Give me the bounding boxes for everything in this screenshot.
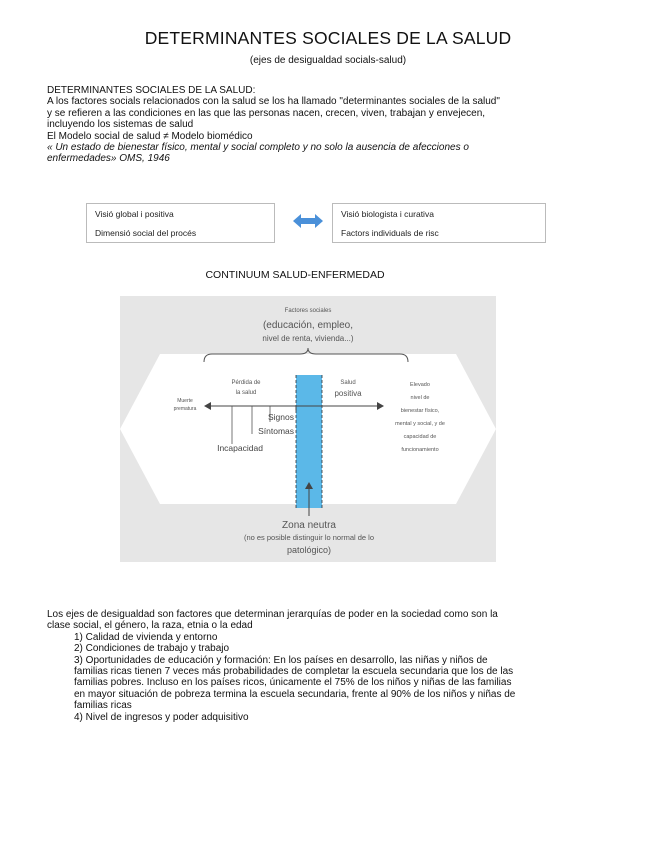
list-item: 2) Condiciones de trabajo y trabajo [74,643,230,655]
who-quote: enfermedades» OMS, 1946 [47,153,170,165]
zona-desc: patológico) [286,545,332,555]
continuum-diagram [120,296,496,562]
intro-line: A los factores socials relacionados con la salud se los ha llamado "determinantes sociales de la salud" [47,96,500,108]
elevado-line: mental y social, y de [395,421,445,427]
factores-title: Factores sociales [284,308,332,314]
factores-list: nivel de renta, vivienda...) [262,334,354,343]
perdida-label: la salud [235,390,257,396]
ejes-section [47,609,642,723]
ejes-intro: clase social, el género, la raza, etnia o la edad [47,620,253,632]
elevado-line: nivel de [410,395,430,401]
zona-title: Zona neutra [282,520,336,531]
compare-item: Factors individuals de risc [341,228,439,238]
perdida-label: Pérdida de [231,380,261,386]
model-line: El Modelo social de salud ≠ Modelo biomédico [47,130,253,142]
list-item: 3) Oportunidades de educación y formación: En los países en desarrollo, las niñas y niños de [74,654,488,666]
ejes-intro: Los ejes de desigualdad son factores que determinan jerarquías de poder en la sociedad como son la [47,609,498,620]
page-title: DETERMINANTES SOCIALES DE LA SALUD [144,28,512,48]
sintomas-label: Síntomas [258,426,294,436]
muerte-label: Muerte [177,398,193,404]
diagram-title: CONTINUUM SALUD-ENFERMEDAD [205,269,385,281]
list-item-cont: en mayor situación de pobreza termina la escuela secundaria, frente al 90% de los niños y niñas de [74,688,516,700]
salud-label: positiva [334,389,362,398]
double-arrow-icon [291,210,325,232]
compare-item: Dimensió social del procés [95,228,197,238]
intro-heading: DETERMINANTES SOCIALES DE LA SALUD: [47,85,256,96]
list-item-cont: familias ricas tienen 7 veces más probabilidades de completar la escuela secundaria que los de las [74,666,514,678]
biomedical-box [332,203,546,243]
zona-desc: (no es posible distinguir lo normal de lo [243,533,375,542]
elevado-line: bienestar físico, [400,408,440,414]
intro-line: incluyendo los sistemas de salud [47,119,194,131]
list-item-cont: familias pobres. Incluso en los países ricos, únicamente el 75% de los niños y niñas de las familias [74,677,512,689]
factores-list: (educación, empleo, [262,320,354,331]
elevado-line: Elevado [410,382,430,388]
list-item-cont: familias ricas [74,700,132,712]
page-subtitle: (ejes de desigualdad socials-salud) [249,55,407,66]
incapacidad-label: Incapacidad [217,443,263,453]
elevado-line: funcionamiento [401,447,439,453]
who-quote: « Un estado de bienestar físico, mental y social completo y no solo la ausencia de afecciones o [47,142,469,154]
muerte-label: prematura [173,406,197,412]
list-item: 4) Nivel de ingresos y poder adquisitivo [74,711,249,723]
elevado-line: capacidad de [403,434,437,440]
compare-item: Visió biologista i curativa [341,209,434,219]
biopsychosocial-box [86,203,275,243]
salud-label: Salud [340,380,356,386]
intro-line: y se refieren a las condiciones en las que las personas nacen, crecen, viven, trabajan y envejecen, [47,107,486,119]
signos-label: Signos [268,412,294,422]
intro-section [47,85,637,165]
list-item: 1) Calidad de vivienda y entorno [74,631,218,643]
compare-item: Visió global i positiva [95,209,174,219]
